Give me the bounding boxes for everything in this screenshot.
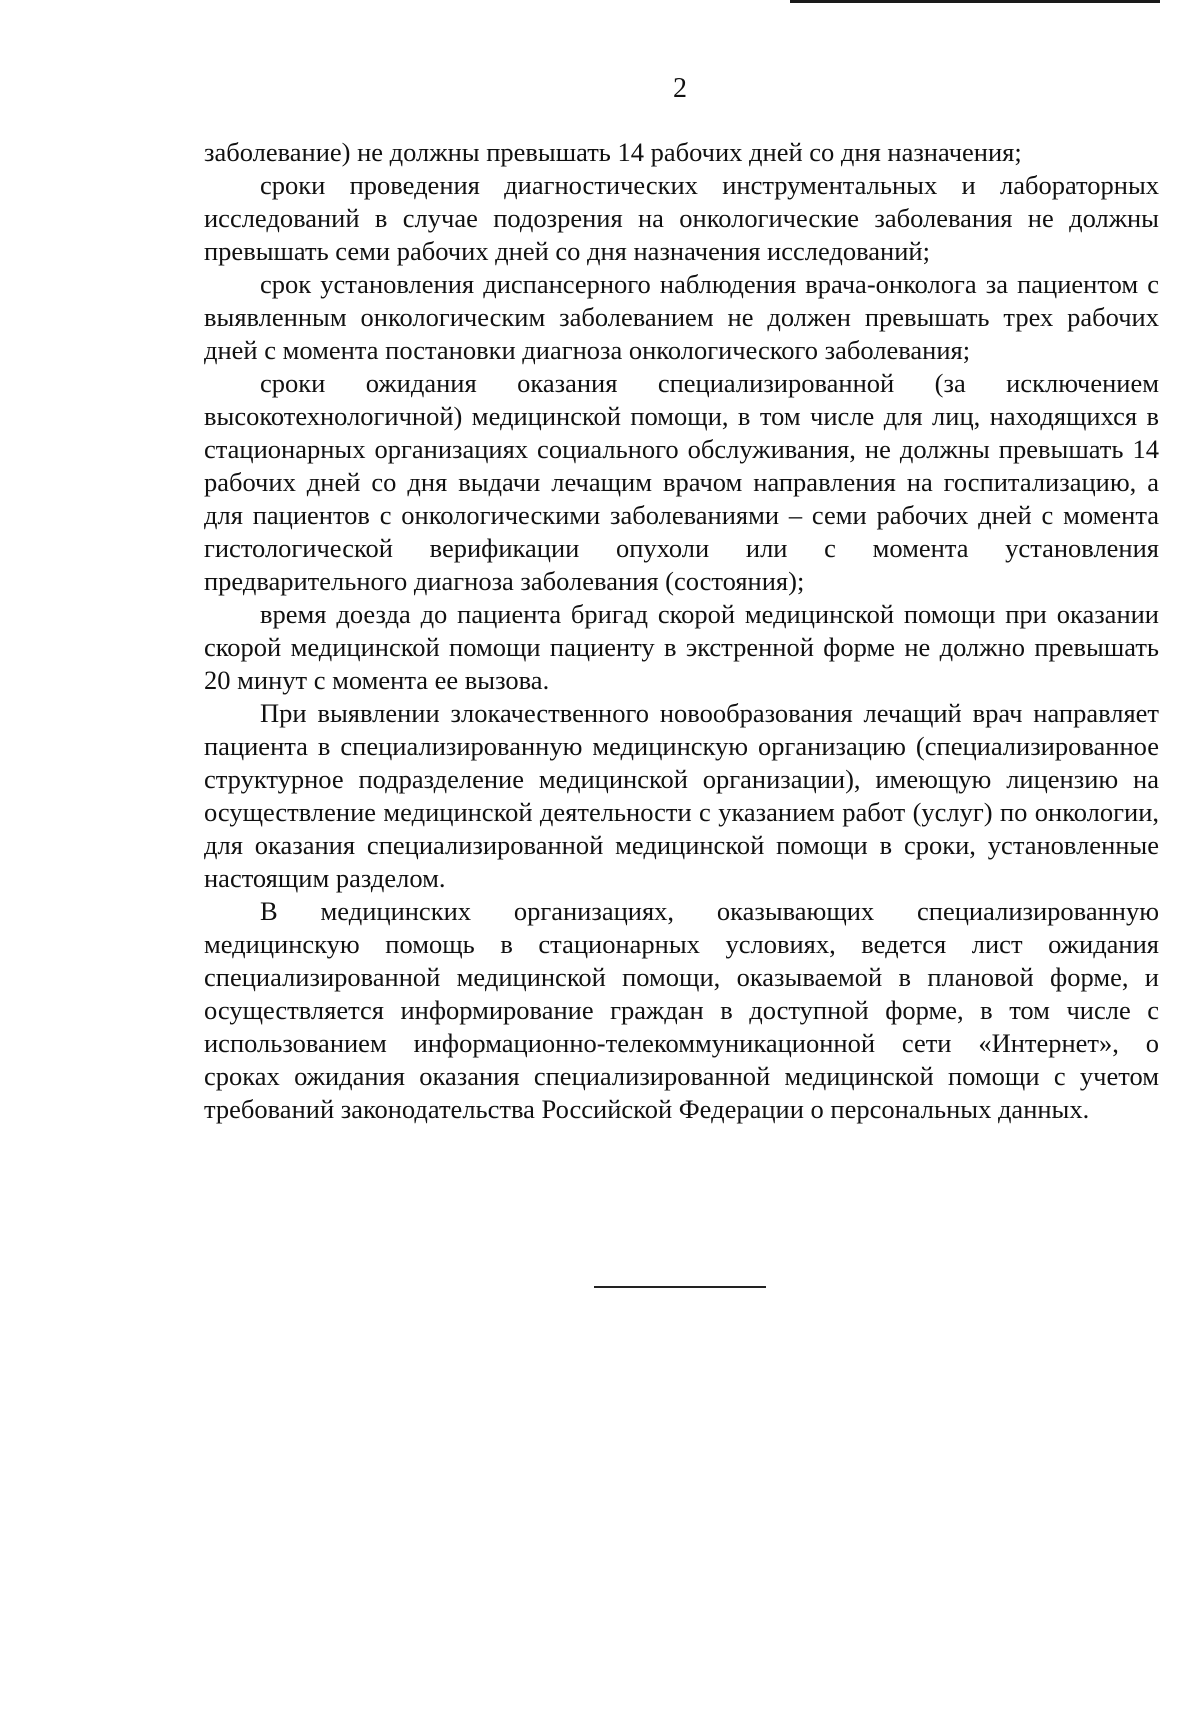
end-of-text-rule xyxy=(594,1286,766,1288)
page-number: 2 xyxy=(673,73,687,104)
paragraph-diagnostic-deadlines: сроки проведения диагностических инструментальных и лабораторных исследований в случае подозрения на онкологические заболевания не должны превышать семи рабочих дней со дня назначения исследований; xyxy=(204,170,1159,266)
paragraph-ambulance-arrival: время доезда до пациента бригад скорой медицинской помощи при оказании скорой медицинской помощи пациенту в экстренной форме не должно превышать 20 минут с момента ее вызова. xyxy=(204,599,1159,695)
paragraph-malignancy-referral: При выявлении злокачественного новообразования лечащий врач направляет пациента в специализированную медицинскую организацию (специализированное структурное подразделение медицинской организации), имеющую лицензию на осуществление медицинской деятельности с указанием работ (услуг) по онкологии, для оказания специализированной медицинской помощи в сроки, установленные настоящим разделом. xyxy=(204,698,1159,893)
document-body xyxy=(204,136,1159,1126)
paragraph-continuation: заболевание) не должны превышать 14 рабочих дней со дня назначения; xyxy=(204,137,1022,167)
paragraph-waiting-list: В медицинских организациях, оказывающих специализированную медицинскую помощь в стационарных условиях, ведется лист ожидания специализированной медицинской помощи, оказываемой в плановой форме, и осуществляется информирование граждан в доступной форме, в том числе с использованием информационно-телекоммуникационной сети «Интернет», о сроках ожидания оказания специализированной медицинской помощи с учетом требований законодательства Российской Федерации о персональных данных. xyxy=(204,896,1159,1124)
paragraph-specialized-care-wait: сроки ожидания оказания специализированной (за исключением высокотехнологичной) медицинской помощи, в том числе для лиц, находящихся в стационарных организациях социального обслуживания, не должны превышать 14 рабочих дней со дня выдачи лечащим врачом направления на госпитализацию, а для пациентов с онкологическими заболеваниями – семи рабочих дней с момента гистологической верификации опухоли или с момента установления предварительного диагноза заболевания (состояния); xyxy=(204,368,1159,596)
top-edge-rule xyxy=(790,0,1160,3)
paragraph-dispensary-observation: срок установления диспансерного наблюдения врача-онколога за пациентом с выявленным онкологическим заболеванием не должен превышать трех рабочих дней с момента постановки диагноза онкологического заболевания; xyxy=(204,269,1159,365)
